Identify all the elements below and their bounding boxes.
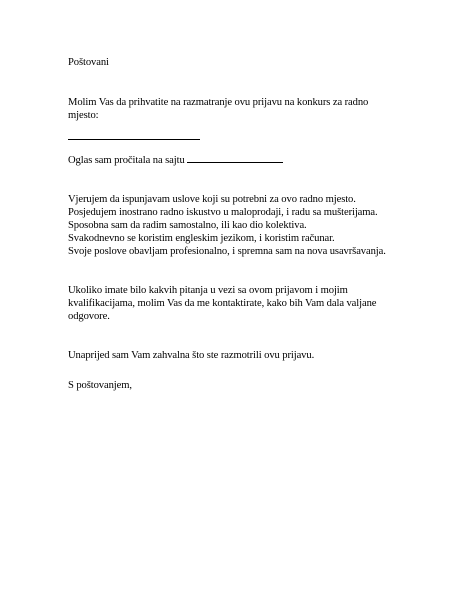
contact-line: odgovore. xyxy=(68,311,110,322)
ad-seen-line xyxy=(68,153,283,167)
position-blank xyxy=(68,139,200,140)
contact-line: Ukoliko imate bilo kakvih pitanja u vezi sa ovom prijavom i mojim xyxy=(68,285,348,296)
website-blank xyxy=(187,153,283,163)
ad-seen-text: Oglas sam pročitala na sajtu xyxy=(68,155,188,166)
qualification-line: Svoje poslove obavljam profesionalno, i spremna sam na nova usavršavanja. xyxy=(68,246,386,257)
qualification-line: Vjerujem da ispunjavam uslove koji su potrebni za ovo radno mjesto. xyxy=(68,194,356,205)
greeting: Poštovani xyxy=(68,57,109,68)
qualification-line: Sposobna sam da radim samostalno, ili kao dio kolektiva. xyxy=(68,220,307,231)
thanks-line: Unaprijed sam Vam zahvalna što ste razmotrili ovu prijavu. xyxy=(68,350,315,361)
request-line-2: mjesto: xyxy=(68,110,99,121)
qualification-line: Posjedujem inostrano radno iskustvo u maloprodaji, i radu sa mušterijama. xyxy=(68,207,378,218)
contact-line: kvalifikacijama, molim Vas da me kontaktirate, kako bih Vam dala valjane xyxy=(68,298,377,309)
qualification-line: Svakodnevno se koristim engleskim jezikom, i koristim računar. xyxy=(68,233,335,244)
closing-line: S poštovanjem, xyxy=(68,380,132,391)
request-line-1: Molim Vas da prihvatite na razmatranje ovu prijavu na konkurs za radno xyxy=(68,97,369,108)
